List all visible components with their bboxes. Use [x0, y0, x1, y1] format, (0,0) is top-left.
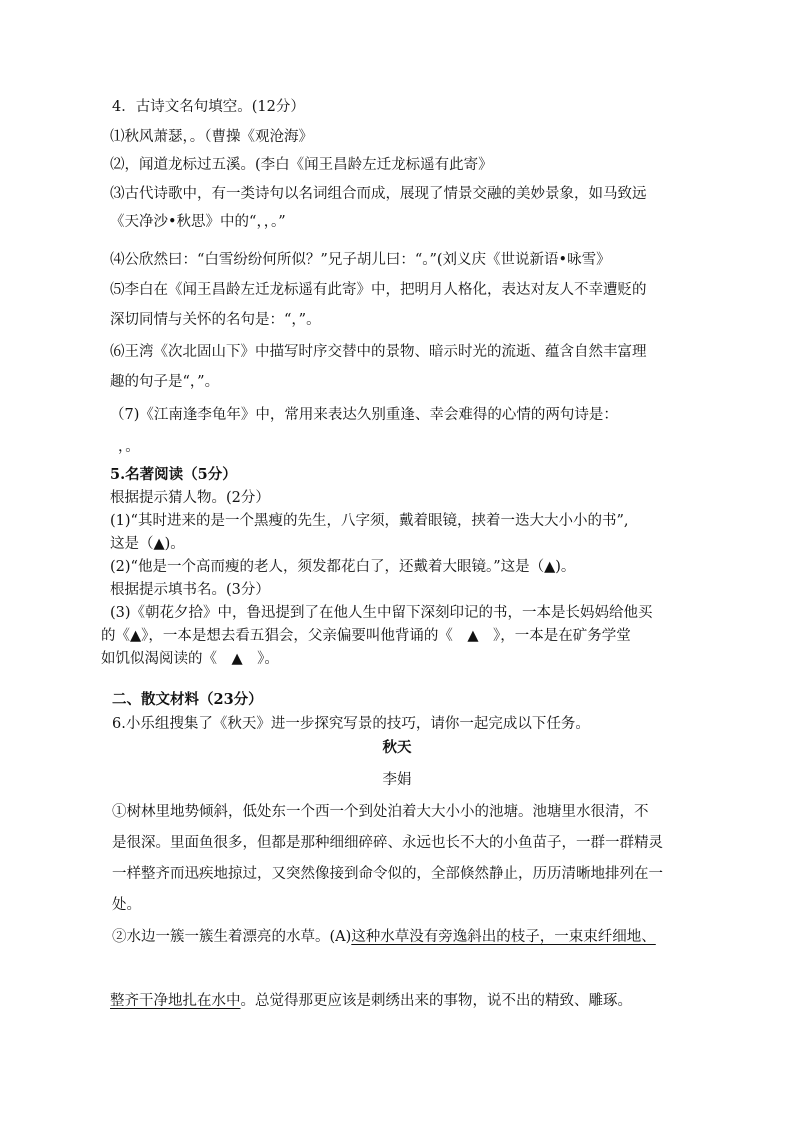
q4-line-2: ⑵，闻道龙标过五溪。(李白《闻王昌龄左迁龙标遥有此寄》	[110, 157, 493, 173]
article-para-1a: ①树林里地势倾斜，低处东一个西一个到处泊着大大小小的池塘。池塘里水很清，不	[112, 804, 649, 820]
article-para-2b-plain: 。总觉得那更应该是刺绣出来的事物，说不出的精致、雕琢。	[240, 993, 632, 1009]
article-title: 秋天	[382, 739, 412, 756]
q4-line-3a: ⑶古代诗歌中，有一类诗句以名词组合而成，展现了情景交融的美妙景象，如马致远	[110, 186, 647, 202]
q4-line-4: ⑷公欣然曰：“白雪纷纷何所似？”兄子胡儿曰：“。”(刘义庆《世说新语•咏雪》	[110, 252, 611, 268]
article-para-2a-plain: ②水边一簇一簇生着漂亮的水草。(A)	[112, 929, 352, 945]
q5-item-3a: (3)《朝花夕拾》中，鲁迅提到了在他人生中留下深刻印记的书，一本是长妈妈给他买	[110, 605, 653, 621]
q4-heading: 4．古诗文名句填空。(12分）	[112, 99, 305, 115]
article-para-1b: 是很深。里面鱼很多，但都是那种细细碎碎、永远也长不大的小鱼苗子，一群一群精灵	[112, 835, 663, 851]
article-author: 李娟	[382, 772, 412, 788]
q4-line-5b: 深切同情与关怀的名句是：“，”。	[110, 312, 321, 328]
q4-line-7a: （7)《江南逢李龟年》中，常用来表达久别重逢、幸会难得的心情的两句诗是：	[110, 407, 618, 423]
q5-item-1a: (1)“其时进来的是一个黑瘦的先生，八字须，戴着眼镜，挟着一迭大大小小的书”,	[110, 513, 629, 529]
article-para-2a	[112, 927, 656, 947]
q4-line-7b: ，。	[118, 439, 140, 455]
underlined-sentence-a-part-1: 这种水草没有旁逸斜出的枝子，一束束纤细地、	[351, 929, 656, 945]
underlined-sentence-a-part-2: 整齐干净地扎在水中	[110, 993, 241, 1009]
q4-line-6a: ⑹王湾《次北固山下》中描写时序交替中的景物、暗示时光的流逝、蕴含自然丰富理	[110, 344, 647, 360]
q4-line-6b: 趣的句子是“，”。	[110, 374, 220, 390]
question-6: 6.小乐组搜集了《秋天》进一步探究写景的技巧，请你一起完成以下任务。	[112, 716, 590, 732]
q4-line-1: ⑴秋风萧瑟，。（曹操《观沧海》	[110, 129, 313, 145]
q5-subheading-characters: 根据提示猜人物。(2分）	[110, 490, 270, 506]
article-para-2b	[110, 991, 632, 1011]
section-2-heading: 二、散文材料（23分）	[112, 691, 263, 708]
q5-item-3c: 如饥似渴阅读的《 ▲ 》。	[101, 651, 279, 667]
q5-item-3b: 的《▲》，一本是想去看五猖会，父亲偏要叫他背诵的《 ▲ 》，一本是在矿务学堂	[101, 628, 631, 644]
q5-subheading-books: 根据提示填书名。(3分）	[110, 582, 270, 598]
q5-heading: 5.名著阅读（5分）	[110, 466, 237, 483]
q5-item-1b: 这是（▲)。	[110, 536, 185, 552]
article-para-1d: 处。	[112, 897, 141, 913]
q5-item-2: (2)“他是一个高而瘦的老人，须发都花白了，还戴着大眼镜。”这是（▲)。	[110, 559, 576, 575]
article-para-1c: 一样整齐而迅疾地掠过，又突然像接到命令似的，全部倏然静止，历历清晰地排列在一	[112, 866, 663, 882]
q4-line-3b: 《天净沙•秋思》中的“，，。”	[110, 214, 286, 230]
q4-line-5a: ⑸李白在《闻王昌龄左迁龙标遥有此寄》中，把明月人格化，表达对友人不幸遭贬的	[110, 282, 647, 298]
